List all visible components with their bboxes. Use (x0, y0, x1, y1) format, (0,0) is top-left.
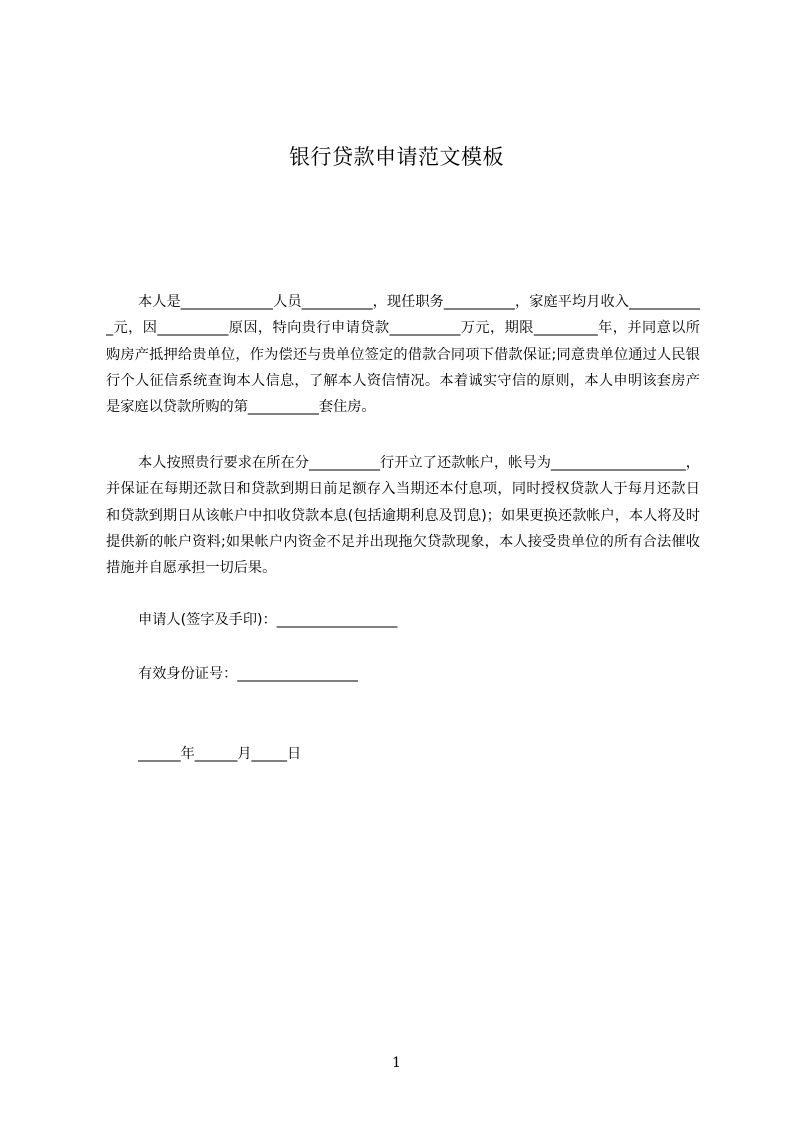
date-line: ______年______月_____日 (138, 746, 302, 762)
paragraph-repayment-account: 本人按照贵行要求在所在分__________行开立了还款帐户，帐号为___________________，并保证在每期还款日和贷款到期日前足额存入当期还本付息项，同时授权贷款人于每月还款日和贷款到期日从该帐户中扣收贷款本息(包括逾期利息及罚息)；如果更换还款帐户，本人将及时提供新的帐户资料;如果帐户内资金不足并出现拖欠贷款现象，本人接受贵单位的所有合法催收措施并自愿承担一切后果。 (106, 455, 700, 577)
id-number-line: 有效身份证号：_________________ (138, 666, 358, 682)
paragraph-loan-statement: 本人是_____________人员__________，现任职务__________，家庭平均月收入___________元，因__________原因，特向贵行申请贷款__________万元，期限_________年，并同意以所购房产抵押给贵单位，作为偿还与贵单位签定的借款合同项下借款保证;同意贵单位通过人民银行个人征信系统查询本人信息，了解本人资信情况。本着诚实守信的原则，本人申明该套房产是家庭以贷款所购的第__________套住房。 (106, 294, 700, 416)
page-number: 1 (392, 1055, 401, 1071)
applicant-signature-line: 申请人(签字及手印)：_________________ (138, 612, 398, 628)
document-title: 银行贷款申请范文模板 (289, 145, 504, 169)
